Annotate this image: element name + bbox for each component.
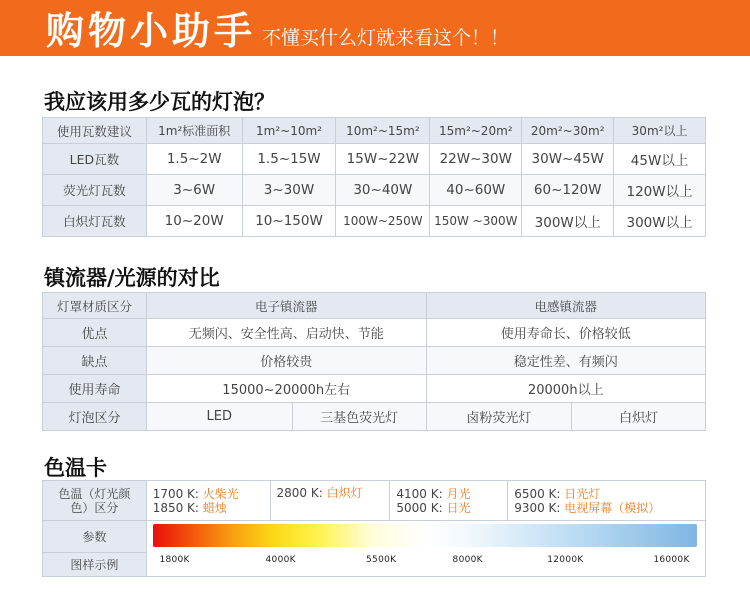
spectrum-area — [147, 521, 705, 549]
temp-source: 月光 — [446, 486, 471, 501]
temp-source: 蜡烛 — [202, 500, 227, 515]
table-header-cell: 20m²~30m² — [522, 118, 614, 144]
table-cell: 卤粉荧光灯 — [426, 403, 572, 431]
temp-value: 2800 K: — [276, 486, 323, 500]
table-cell: 30W~45W — [522, 144, 614, 175]
temp-value: 1850 K: — [152, 500, 199, 515]
row-label: 参数 — [43, 521, 147, 553]
table-cell: 10~20W — [146, 206, 242, 237]
section-title-ballast: 镇流器/光源的对比 — [44, 266, 220, 290]
ballast-table — [42, 292, 706, 431]
table-cell: 稳定性差、有频闪 — [426, 347, 705, 375]
row-label: 优点 — [43, 319, 147, 347]
temp-source: 白炽灯 — [326, 486, 363, 500]
row-label: 使用寿命 — [43, 375, 147, 403]
table-row — [43, 481, 706, 521]
table-cell: 150W ~300W — [430, 206, 522, 237]
table-cell: 无频闪、安全性高、启动快、节能 — [146, 319, 426, 347]
row-label: 缺点 — [43, 347, 147, 375]
table-cell: 20000h以上 — [426, 375, 705, 403]
temp-source: 火柴光 — [202, 486, 239, 501]
table-cell: 3~6W — [146, 175, 242, 206]
header-banner — [0, 0, 750, 56]
table-cell: 使用寿命长、价格较低 — [426, 319, 705, 347]
table-cell: 1.5~15W — [242, 144, 336, 175]
tick-label: 1800K — [159, 555, 190, 565]
spectrum-cell — [146, 521, 705, 577]
table-header-cell: 10m²~15m² — [336, 118, 430, 144]
table-cell: 300W以上 — [614, 206, 706, 237]
table-row — [43, 375, 706, 403]
temp-value: 5000 K: — [396, 500, 443, 515]
table-header-cell: 1m²标准面积 — [146, 118, 242, 144]
tick-label: 8000K — [452, 555, 483, 565]
tick-label: 16000K — [653, 555, 690, 565]
table-cell: 三基色荧光灯 — [292, 403, 426, 431]
table-row — [43, 144, 706, 175]
temp-value: 4100 K: — [396, 486, 443, 501]
table-header-cell: 灯罩材质区分 — [43, 293, 147, 319]
table-cell: 300W以上 — [522, 206, 614, 237]
tick-label: 4000K — [265, 555, 296, 565]
row-label: LED瓦数 — [43, 144, 147, 175]
table-cell: 30~40W — [336, 175, 430, 206]
row-label: 灯泡区分 — [43, 403, 147, 431]
temp-value: 1700 K: — [152, 486, 199, 501]
table-row — [43, 347, 706, 375]
table-cell: 价格较贵 — [146, 347, 426, 375]
table-cell: 白炽灯 — [572, 403, 706, 431]
table-cell: 15000~20000h左右 — [146, 375, 426, 403]
table-header-cell: 15m²~20m² — [430, 118, 522, 144]
table-header-row — [43, 293, 706, 319]
tick-label: 12000K — [547, 555, 584, 565]
table-header-cell: 使用瓦数建议 — [43, 118, 147, 144]
spectrum-ticks — [147, 549, 705, 573]
temp-source: 日光灯 — [564, 486, 601, 501]
tick-label: 5500K — [366, 555, 397, 565]
temp-source: 电视屏幕（模拟） — [564, 500, 661, 515]
row-label: 荧光灯瓦数 — [43, 175, 147, 206]
temp-source: 日光 — [446, 500, 471, 515]
table-cell: LED — [146, 403, 292, 431]
table-cell: 120W以上 — [614, 175, 706, 206]
temp-value: 9300 K: — [514, 500, 561, 515]
table-cell: 100W~250W — [336, 206, 430, 237]
section-title-color-temp: 色温卡 — [44, 456, 107, 480]
color-temperature-gradient — [153, 524, 697, 547]
table-row — [43, 175, 706, 206]
table-header-cell: 1m²~10m² — [242, 118, 336, 144]
table-cell: 45W以上 — [614, 144, 706, 175]
table-row — [43, 319, 706, 347]
table-header-cell: 30m²以上 — [614, 118, 706, 144]
wattage-table — [42, 117, 706, 237]
banner-subtitle: 不懂买什么灯就来看这个！！ — [262, 27, 510, 49]
color-temp-group — [508, 481, 706, 521]
color-temp-group — [146, 481, 270, 521]
color-temp-group — [390, 481, 508, 521]
banner-title: 购物小助手 — [46, 9, 257, 53]
table-row — [43, 206, 706, 237]
table-cell: 10~150W — [242, 206, 336, 237]
row-label: 图样示例 — [43, 553, 147, 577]
section-title-wattage: 我应该用多少瓦的灯泡？ — [44, 90, 275, 114]
table-row — [43, 403, 706, 431]
table-cell: 40~60W — [430, 175, 522, 206]
row-label: 白炽灯瓦数 — [43, 206, 147, 237]
row-label: 色温（灯光颜色）区分 — [43, 481, 147, 521]
color-temp-table — [42, 480, 706, 577]
temp-value: 6500 K: — [514, 486, 561, 501]
table-cell: 22W~30W — [430, 144, 522, 175]
table-cell: 1.5~2W — [146, 144, 242, 175]
color-temp-group — [270, 481, 390, 521]
table-cell: 60~120W — [522, 175, 614, 206]
table-header-row — [43, 118, 706, 144]
table-header-cell: 电子镇流器 — [146, 293, 426, 319]
table-header-cell: 电感镇流器 — [426, 293, 705, 319]
table-row — [43, 521, 706, 553]
table-cell: 15W~22W — [336, 144, 430, 175]
table-cell: 3~30W — [242, 175, 336, 206]
